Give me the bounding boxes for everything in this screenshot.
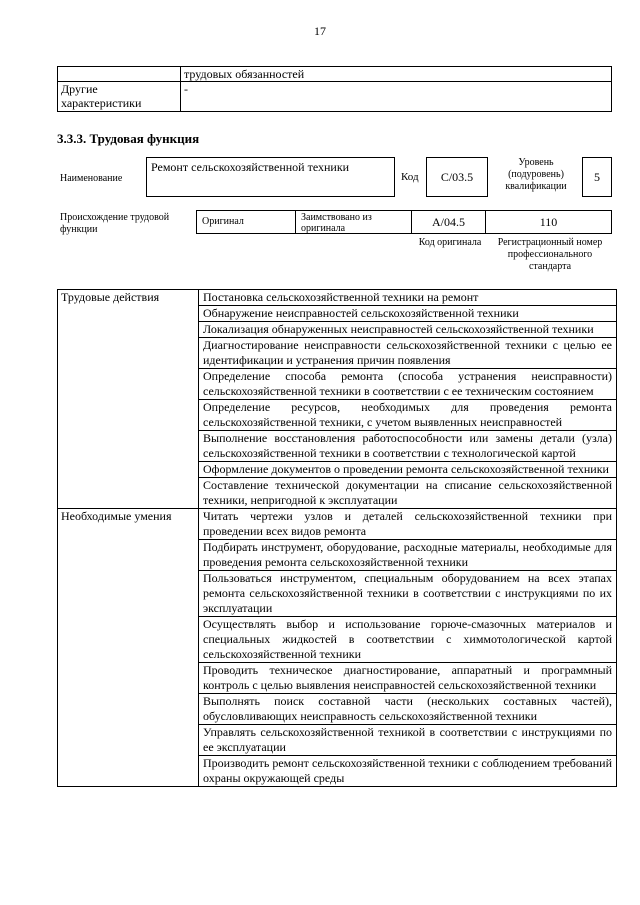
table-cell: трудовых обязанностей (181, 67, 612, 82)
original-code: A/04.5 (411, 210, 486, 234)
empty-cell (58, 67, 181, 82)
code-label: Код (401, 171, 419, 183)
registration-number: 110 (485, 210, 612, 234)
item-text: Читать чертежи узлов и деталей сельскохозяйственной техники при проведении всех видов ремонта (199, 509, 617, 540)
category-label: Необходимые умения (58, 509, 199, 787)
item-text: Определение ресурсов, необходимых для проведения ремонта сельскохозяйственной техники, с учетом выявленных неисправностей (199, 400, 617, 431)
item-text: Управлять сельскохозяйственной техникой в соответствии с инструкциями по ее эксплуатации (199, 725, 617, 756)
function-code: C/03.5 (426, 157, 488, 197)
item-text: Локализация обнаруженных неисправностей сельскохозяйственной техники (199, 322, 617, 338)
item-text: Постановка сельскохозяйственной техники на ремонт (199, 290, 617, 306)
row-label: Другие характеристики (58, 82, 181, 112)
item-text: Диагностирование неисправности сельскохозяйственной техники с целью ее идентификации и устранения причин появления (199, 338, 617, 369)
page-number: 17 (314, 24, 326, 38)
borrowed-cell: Заимствовано из оригинала (295, 210, 412, 234)
item-text: Пользоваться инструментом, специальным оборудованием на всех этапах ремонта сельскохозяйственной техники в соответствии с инструкциями по их эксплуатации (199, 571, 617, 617)
item-text: Осуществлять выбор и использование горюче-смазочных материалов и специальных жидкостей в соответствии с химмотологической картой сельскохозяйственной техники (199, 617, 617, 663)
item-text: Выполнение восстановления работоспособности или замены детали (узла) сельскохозяйственной техники в соответствии с технологической картой (199, 431, 617, 462)
original-cell: Оригинал (196, 210, 296, 234)
table-row (58, 82, 612, 112)
table-row (58, 67, 612, 82)
level-label: Уровень (подуровень) квалификации (505, 157, 567, 192)
original-code-caption: Код оригинала (418, 237, 482, 248)
continuation-table (57, 66, 612, 112)
registration-caption: Регистрационный номер профессионального стандарта (497, 237, 603, 272)
item-text: Обнаружение неисправностей сельскохозяйственной техники (199, 306, 617, 322)
item-text: Оформление документов о проведении ремонта сельскохозяйственной техники (199, 462, 617, 478)
table-cell: - (181, 82, 612, 112)
function-name: Ремонт сельскохозяйственной техники (146, 157, 395, 197)
item-text: Производить ремонт сельскохозяйственной техники с соблюдением требований охраны окружающей среды (199, 756, 617, 787)
name-label: Наименование (60, 173, 123, 184)
qualification-level: 5 (582, 157, 612, 197)
item-text: Определение способа ремонта (способа устранения неисправности) сельскохозяйственной техники в соответствии с ее техническим состоянием (199, 369, 617, 400)
item-text: Подбирать инструмент, оборудование, расходные материалы, необходимые для проведения ремонта сельскохозяйственной техники (199, 540, 617, 571)
labor-action-row (58, 290, 617, 306)
item-text: Составление технической документации на списание сельскохозяйственной техники, непригодной к эксплуатации (199, 478, 617, 509)
section-title: 3.3.3. Трудовая функция (57, 131, 200, 146)
item-text: Проводить техническое диагностирование, аппаратный и программный контроль с целью выявления неисправностей сельскохозяйственной техники (199, 663, 617, 694)
category-label: Трудовые действия (58, 290, 199, 509)
labor-function-table (57, 289, 617, 787)
skill-row (58, 509, 617, 540)
origin-label: Происхождение трудовой функции (60, 212, 170, 235)
item-text: Выполнять поиск составной части (нескольких составных частей), обусловливающих неисправность сельскохозяйственной техники (199, 694, 617, 725)
